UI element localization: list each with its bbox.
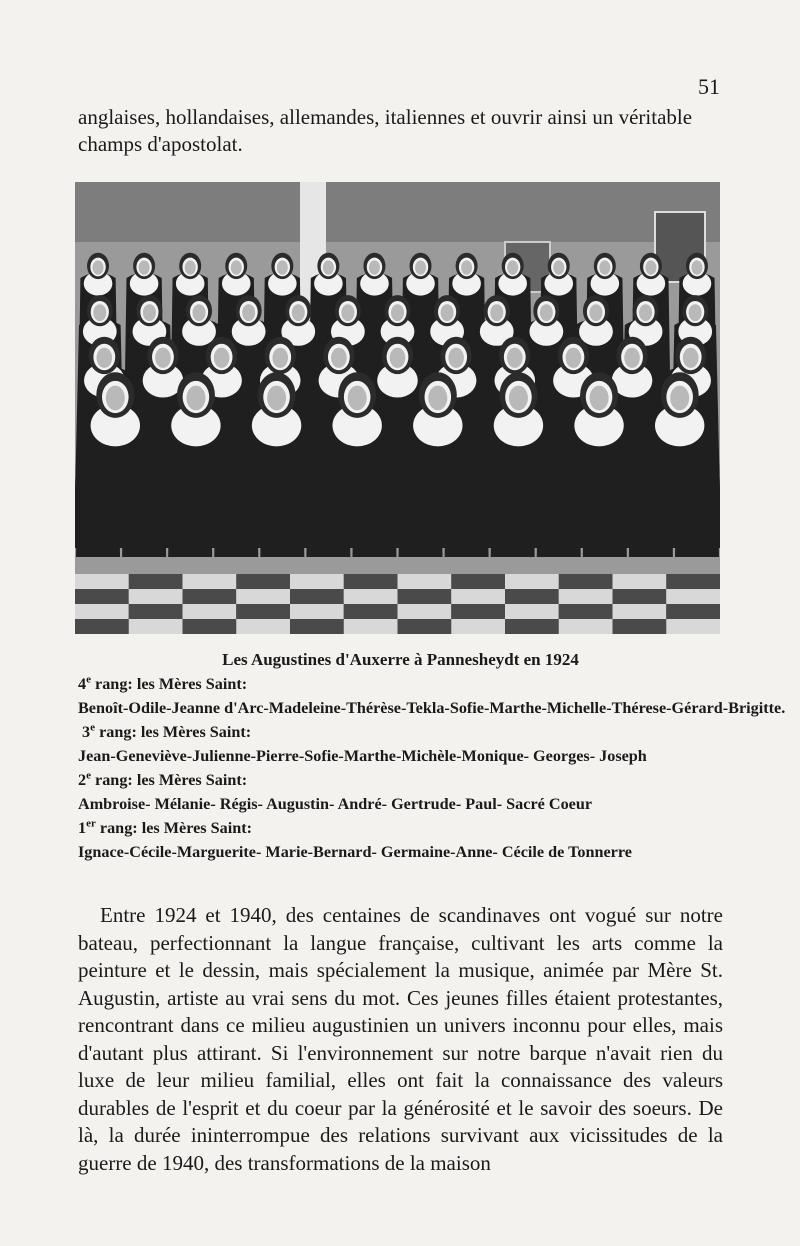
photo-floor-tile: [344, 574, 398, 589]
body-paragraph-text: Entre 1924 et 1940, des centaines de scandinaves ont vogué sur notre bateau, perfectionnant la langue française, cultivant les arts comme la peinture et le dessin, mais spécialement la musique, animée par Mère St. Augustin, artiste au vrai sens du mot. Ces jeunes filles étaient protestantes, rencontrant dans ce milieu augustinien un univers inconnu pour elles, mais d'autant plus attirant. Si l'environnement sur notre barque n'avait rien du luxe de leur milieu familial, elles ont fait la connaissance des valeurs durables de l'esprit et du coeur par la générosité et le savoir des soeurs. De là, la durée ininterrompue des relations survivant aux vicissitudes de la guerre de 1940, des transformations de la maison: [78, 903, 723, 1175]
caption-row-names: Ignace-Cécile-Marguerite- Marie-Bernard- Germaine-Anne- Cécile de Tonnerre: [78, 843, 632, 861]
photo-floor-tile: [75, 619, 129, 634]
photo-floor-tile: [451, 574, 505, 589]
photo-nun-face: [390, 348, 406, 368]
photo-floor-tile: [559, 589, 613, 604]
photo-floor-tile: [451, 604, 505, 619]
photo-floor-tile: [666, 589, 720, 604]
photo-nun-face: [448, 348, 464, 368]
photo-floor-tile: [129, 574, 183, 589]
photo-floor-tile: [505, 589, 559, 604]
photo-floor-tile: [398, 619, 452, 634]
photo-floor-tile: [666, 574, 720, 589]
photo-nun-face: [193, 304, 206, 321]
photo-nun-face: [441, 304, 454, 321]
photo-nun-face: [428, 386, 447, 411]
photo-floor-tile: [75, 574, 129, 589]
caption-row-label: 3e rang: les Mères Saint:: [82, 721, 252, 741]
photo-floor-tile: [290, 574, 344, 589]
caption-row-label: 4e rang: les Mères Saint:: [78, 673, 248, 693]
photo-floor-tile: [613, 619, 667, 634]
photo-nun-face: [348, 386, 367, 411]
photo-floor-tile: [398, 589, 452, 604]
photo-nun-face: [391, 304, 404, 321]
caption-title: Les Augustines d'Auxerre à Pannesheydt en 1924: [222, 650, 579, 669]
group-photograph: [75, 182, 720, 634]
caption-row-names: Jean-Geneviève-Julienne-Pierre-Sofie-Marthe-Michèle-Monique- Georges- Joseph: [78, 747, 647, 765]
photo-floor-tile: [398, 574, 452, 589]
photo-nun-face: [97, 348, 113, 368]
photo-nun-face: [670, 386, 689, 411]
photo-floor-tile: [559, 604, 613, 619]
photo-nun-face: [155, 348, 171, 368]
photo-nun-face: [507, 260, 518, 274]
photo-nun-face: [93, 304, 106, 321]
photo-nun-face: [415, 260, 426, 274]
photo-floor-tile: [613, 604, 667, 619]
photo-nun-face: [231, 260, 242, 274]
body-paragraph: [78, 902, 723, 1177]
photo-nun-face: [214, 348, 230, 368]
photograph-illustration: [75, 182, 720, 634]
photo-nun-face: [186, 386, 205, 411]
page-number: 51: [698, 74, 720, 99]
photo-floor-tile: [183, 589, 237, 604]
photo-upper-wall: [75, 182, 720, 242]
photo-floor-tile: [290, 619, 344, 634]
photo-floor-tile: [236, 619, 290, 634]
photo-floor-tile: [559, 619, 613, 634]
photo-nun-face: [106, 386, 125, 411]
photo-floor-tile: [183, 574, 237, 589]
photo-nun-face: [341, 304, 354, 321]
intro-paragraph: anglaises, hollandaises, allemandes, italiennes et ouvrir ainsi un véritable champs d'apostolat.: [78, 105, 693, 156]
photo-floor-tile: [505, 619, 559, 634]
photo-floor-tile: [75, 604, 129, 619]
photo-nun-face: [509, 386, 528, 411]
photo-floor-tile: [666, 619, 720, 634]
caption-list: [78, 672, 786, 864]
photo-nun-face: [143, 304, 156, 321]
photo-nun-face: [272, 348, 288, 368]
photo-floor-tile: [344, 604, 398, 619]
caption-row-names: Ambroise- Mélanie- Régis- Augustin- André- Gertrude- Paul- Sacré Coeur: [78, 795, 593, 813]
photo-floor-tile: [451, 619, 505, 634]
photo-nun-face: [645, 260, 656, 274]
photo-nun-face: [589, 304, 602, 321]
photo-floor-tile: [344, 589, 398, 604]
photo-floor-tile: [505, 604, 559, 619]
photo-nun-face: [553, 260, 564, 274]
photo-floor-tile: [129, 619, 183, 634]
photo-nun-face: [689, 304, 702, 321]
photo-nun-face: [93, 260, 104, 274]
photo-floor-tile: [236, 604, 290, 619]
photo-nun-face: [490, 304, 503, 321]
photo-floor-tile: [344, 619, 398, 634]
photo-nun-face: [369, 260, 380, 274]
photo-nun-face: [507, 348, 523, 368]
photo-floor-tile: [236, 589, 290, 604]
photo-nun-face: [624, 348, 640, 368]
photo-floor-tile: [398, 604, 452, 619]
photo-nun-face: [540, 304, 553, 321]
photo-floor-tile: [183, 604, 237, 619]
photo-nun-face: [242, 304, 255, 321]
photo-floor-tile: [290, 589, 344, 604]
photo-nun-face: [639, 304, 652, 321]
photo-nun-face: [267, 386, 286, 411]
photo-nun-face: [139, 260, 150, 274]
photo-nun-face: [599, 260, 610, 274]
photo-floor-tile: [75, 589, 129, 604]
photo-floor-tile: [129, 589, 183, 604]
photo-floor-tile: [129, 604, 183, 619]
photo-nun-face: [461, 260, 472, 274]
photo-nun-face: [683, 348, 699, 368]
photo-nun-face: [323, 260, 334, 274]
photo-floor-tile: [666, 604, 720, 619]
photo-floor-tile: [236, 574, 290, 589]
photo-floor-tile: [505, 574, 559, 589]
photo-nun-face: [185, 260, 196, 274]
photo-nun-face: [292, 304, 305, 321]
photo-nun-face: [590, 386, 609, 411]
photo-nun-face: [566, 348, 582, 368]
photo-nun-face: [691, 260, 702, 274]
caption-row-label: 1er rang: les Mères Saint:: [78, 817, 253, 837]
photo-floor-tile: [613, 574, 667, 589]
photo-nun-face: [277, 260, 288, 274]
photo-floor-tile: [290, 604, 344, 619]
photo-floor-tile: [451, 589, 505, 604]
photo-nun-face: [331, 348, 347, 368]
caption-row-names: Benoît-Odile-Jeanne d'Arc-Madeleine-Thérèse-Tekla-Sofie-Marthe-Michelle-Thérese-Gérard-Brigitte.: [78, 699, 786, 717]
photo-floor-tile: [613, 589, 667, 604]
photo-floor-tile: [183, 619, 237, 634]
caption-row-label: 2e rang: les Mères Saint:: [78, 769, 248, 789]
photo-floor-tile: [559, 574, 613, 589]
